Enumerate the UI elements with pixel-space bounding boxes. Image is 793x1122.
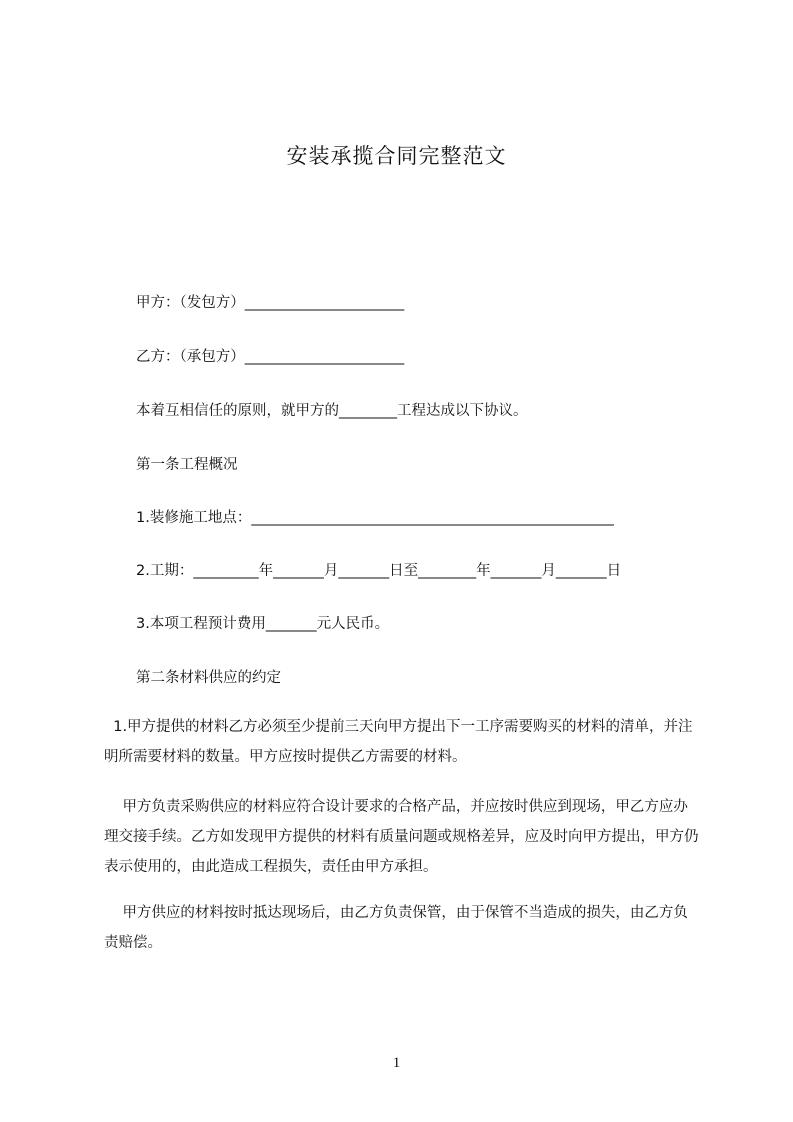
page-number: 1 [392, 1055, 401, 1071]
item-2-schedule: 2.工期：_________年_______月_______日至________年_______月_______日 [136, 563, 622, 579]
document-title: 安装承揽合同完整范文 [286, 144, 507, 168]
article-1-heading: 第一条工程概况 [136, 457, 238, 473]
item-1-site: 1.装修施工地点：__________________________________________________ [136, 510, 614, 526]
party-a-line: 甲方：（发包方）______________________ [136, 295, 405, 311]
intro-line: 本着互相信任的原则，就甲方的________工程达成以下协议。 [136, 403, 528, 419]
paragraph-material-list: 1.甲方提供的材料乙方必须至少提前三天向甲方提出下一工序需要购买的材料的清单，并注明所需要材料的数量。甲方应按时提供乙方需要的材料。 [104, 719, 693, 765]
item-3-cost: 3.本项工程预计费用_______元人民币。 [136, 616, 390, 632]
article-2-heading: 第二条材料供应的约定 [136, 670, 281, 686]
paragraph-material-storage: 甲方供应的材料按时抵达现场后，由乙方负责保管，由于保管不当造成的损失，由乙方负责赔偿。 [104, 905, 688, 951]
paragraph-material-quality: 甲方负责采购供应的材料应符合设计要求的合格产品，并应按时供应到现场，甲乙方应办理交接手续。乙方如发现甲方提供的材料有质量问题或规格差异，应及时向甲方提出，甲方仍表示使用的，由此造成工程损失，责任由甲方承担。 [104, 799, 699, 875]
party-b-line: 乙方：（承包方）______________________ [136, 349, 405, 365]
